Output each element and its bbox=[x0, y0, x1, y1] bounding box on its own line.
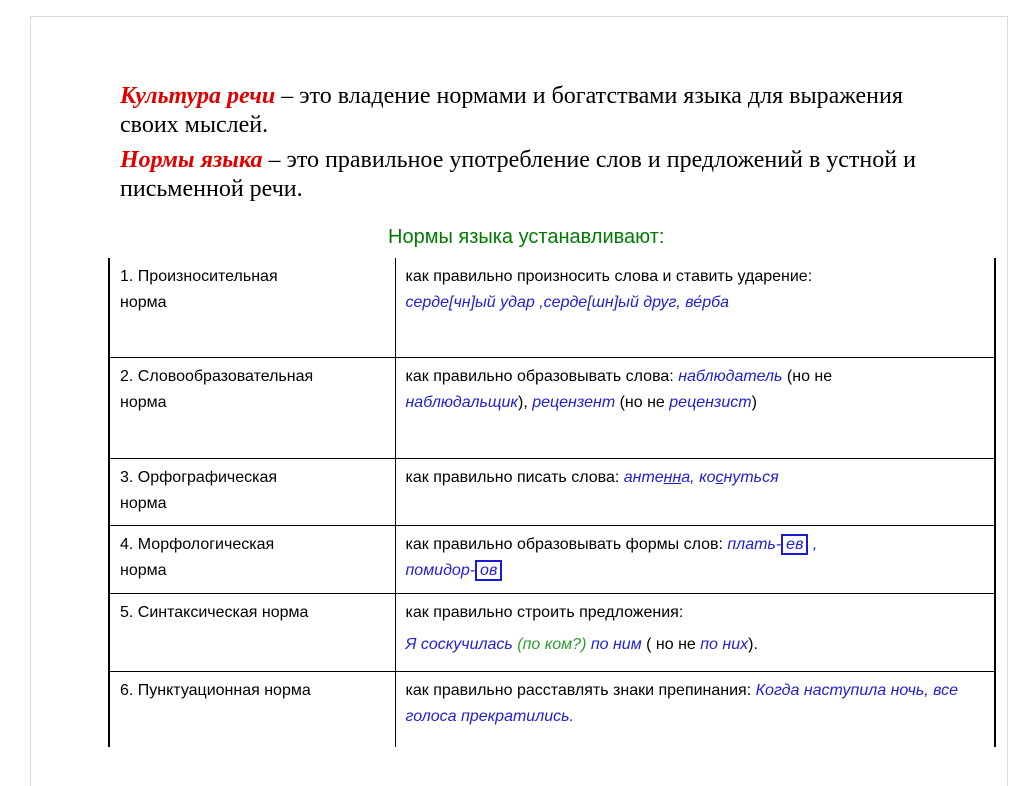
example-part: анте bbox=[623, 468, 664, 486]
norm-example: наблюдальщик bbox=[405, 393, 518, 411]
norm-text: (но не bbox=[615, 393, 670, 411]
norm-desc-cell bbox=[395, 525, 995, 593]
intro-definitions bbox=[120, 82, 990, 210]
example-part: а, bbox=[681, 468, 700, 486]
norm-example: плать- bbox=[727, 535, 782, 553]
norm-text: ( но не bbox=[641, 635, 701, 653]
table-row bbox=[109, 525, 995, 593]
norms-term: Нормы языка bbox=[120, 147, 263, 173]
norm-name-suffix: норма bbox=[120, 494, 167, 512]
norms-definition bbox=[120, 146, 990, 204]
norm-example: серде[чн]ый удар ,серде[шн]ый друг, ве́рба bbox=[405, 294, 729, 311]
table-row bbox=[109, 593, 995, 671]
norm-desc: как правильно писать слова: bbox=[405, 468, 624, 486]
example-separator: , bbox=[808, 535, 818, 553]
table-row bbox=[109, 258, 995, 357]
example-part: ко bbox=[699, 468, 716, 486]
norm-desc: как правильно образовывать слова: bbox=[405, 367, 679, 385]
norm-name: 6. Пунктуационная норма bbox=[120, 681, 311, 699]
norm-name-cell bbox=[109, 671, 395, 747]
norm-name-cell bbox=[109, 258, 395, 357]
example-underlined: с bbox=[715, 468, 724, 486]
norm-desc-cell bbox=[395, 671, 995, 747]
culture-def-line1: – это владение нормами и богатствами языка для выражения bbox=[275, 83, 903, 109]
norm-name-cell bbox=[109, 357, 395, 458]
norm-desc: как правильно произносить слова и ставить ударение: bbox=[405, 268, 813, 285]
norm-example: Я соскучилась bbox=[405, 635, 513, 653]
ending-box: ев bbox=[781, 534, 808, 555]
norm-example: наблюдатель bbox=[678, 367, 783, 385]
table-row bbox=[109, 458, 995, 525]
example-underlined: нн bbox=[663, 468, 682, 486]
culture-term: Культура речи bbox=[120, 83, 276, 109]
norm-name-suffix: норма bbox=[120, 393, 167, 411]
norm-example: по них bbox=[700, 635, 749, 653]
norm-desc-cell bbox=[395, 458, 995, 525]
norm-name-suffix: норма bbox=[120, 294, 167, 311]
norm-desc-cell bbox=[395, 357, 995, 458]
norm-example bbox=[624, 469, 779, 486]
norm-desc-cell bbox=[395, 258, 995, 357]
culture-def-line2: своих мыслей. bbox=[120, 112, 269, 138]
norm-name-suffix: норма bbox=[120, 561, 167, 579]
norms-def-line2: письменной речи. bbox=[120, 176, 303, 202]
norm-text: (но не bbox=[782, 367, 833, 385]
norm-desc: как правильно расставлять знаки препинания: bbox=[405, 681, 756, 699]
ending-box: ов bbox=[475, 560, 502, 581]
question-hint: (по ком?) bbox=[512, 635, 587, 653]
norms-def-line1: – это правильное употребление слов и предложений в устной и bbox=[262, 147, 916, 173]
norm-name-cell bbox=[109, 593, 395, 671]
table-row bbox=[109, 671, 995, 747]
culture-definition bbox=[120, 82, 990, 140]
norm-desc: как правильно строить предложения: bbox=[405, 603, 684, 621]
norm-name: 1. Произносительная bbox=[120, 268, 278, 285]
norm-name-cell bbox=[109, 525, 395, 593]
norms-table bbox=[108, 258, 996, 747]
norm-example: по ним bbox=[586, 635, 642, 653]
example-part: нуться bbox=[723, 468, 779, 486]
norm-text: ). bbox=[748, 635, 758, 653]
table-heading: Нормы языка устанавливают: bbox=[388, 226, 665, 248]
norm-name: 2. Словообразовательная bbox=[120, 367, 314, 385]
table-row bbox=[109, 357, 995, 458]
norm-text: ), bbox=[517, 393, 533, 411]
norm-example: Когда наступила ночь, все голоса прекратились. bbox=[405, 681, 959, 725]
norm-name-cell bbox=[109, 458, 395, 525]
norm-example: рецензист bbox=[669, 393, 752, 411]
norm-desc: как правильно образовывать формы слов: bbox=[405, 535, 728, 553]
norm-name: 4. Морфологическая bbox=[120, 535, 275, 553]
norm-example: рецензент bbox=[532, 393, 616, 411]
norm-example: помидор- bbox=[405, 561, 476, 579]
norm-name: 5. Синтаксическая норма bbox=[120, 603, 309, 621]
norm-text: ) bbox=[751, 393, 757, 411]
norm-desc-cell bbox=[395, 593, 995, 671]
norm-name: 3. Орфографическая bbox=[120, 468, 278, 486]
